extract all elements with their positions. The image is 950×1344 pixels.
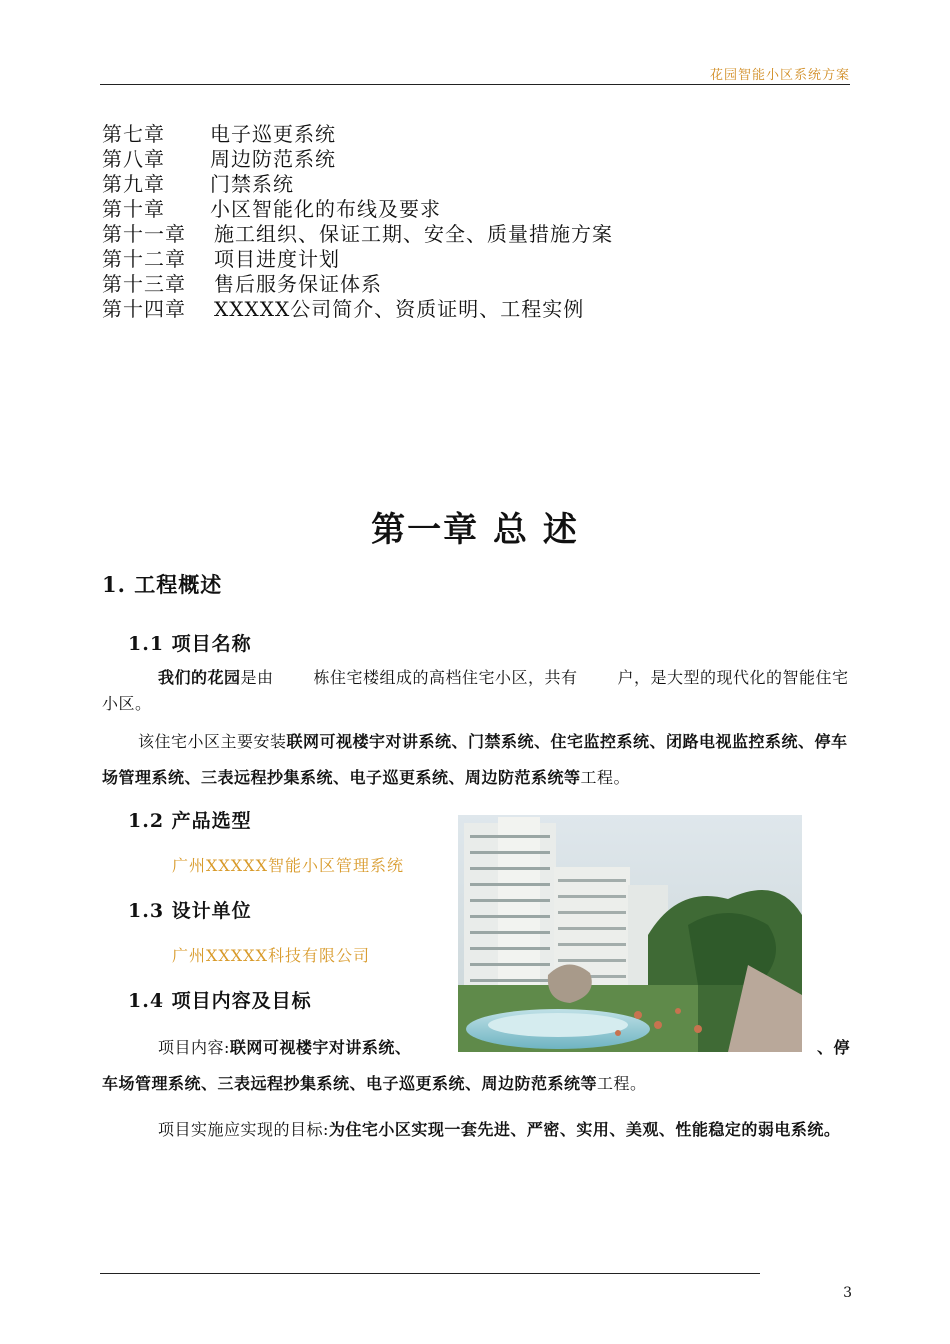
bold-text: 联网可视楼宇对讲系统、 xyxy=(229,1038,412,1057)
toc-chapter-number: 第十章 xyxy=(102,197,165,221)
toc-chapter-number: 第十四章 xyxy=(102,297,186,321)
toc-row[interactable] xyxy=(102,272,613,297)
text: 工程。 xyxy=(597,1074,647,1093)
chapter-title: 第一章 总 述 xyxy=(371,510,579,550)
bold-text: 为住宅小区实现一套先进、严密、实用、美观、性能稳定的弱电系统。 xyxy=(328,1120,841,1139)
toc-row[interactable] xyxy=(102,197,613,222)
text: 是由 xyxy=(240,668,274,687)
subsection-heading-designer: 1.3 设计单位 xyxy=(128,900,252,922)
toc-chapter-number: 第八章 xyxy=(102,147,165,171)
designer-name: 广州XXXXX科技有限公司 xyxy=(172,946,370,965)
paragraph-goal xyxy=(102,1112,850,1148)
residential-complex-photo xyxy=(458,815,802,1052)
toc-chapter-number: 第九章 xyxy=(102,172,165,196)
toc-row[interactable] xyxy=(102,122,613,147)
subsection-heading-product: 1.2 产品选型 xyxy=(128,810,252,832)
toc-chapter-title: XXXXX公司简介、资质证明、工程实例 xyxy=(214,297,585,321)
toc-row[interactable] xyxy=(102,172,613,197)
text: 该住宅小区主要安装 xyxy=(138,732,287,751)
toc-chapter-number: 第十三章 xyxy=(102,272,186,296)
subsection-heading-project-name: 1.1 项目名称 xyxy=(128,633,252,655)
text: 项目实施应实现的目标: xyxy=(158,1120,329,1139)
bold-text: 、停 xyxy=(816,1038,850,1057)
toc-chapter-title: 电子巡更系统 xyxy=(210,122,336,146)
bold-text: 联网可视楼宇对讲系统、门禁系统、住宅监控系统、闭路电视监控系统、停车场管理系统、三表远程抄集系统、电子巡更系统、周边防范系统等 xyxy=(102,732,848,787)
bold-text: 车场管理系统、三表远程抄集系统、电子巡更系统、周边防范系统等 xyxy=(102,1074,598,1093)
toc-chapter-title: 项目进度计划 xyxy=(214,247,340,271)
bold-text: 我们的花园 xyxy=(158,668,241,687)
text: 栋住宅楼组成的高档住宅小区，共有 xyxy=(313,668,578,687)
toc-chapter-number: 第十二章 xyxy=(102,247,186,271)
toc-chapter-number: 第七章 xyxy=(102,122,165,146)
toc-chapter-title: 小区智能化的布线及要求 xyxy=(210,197,441,221)
toc-row[interactable] xyxy=(102,222,613,247)
text: 户，是大型的现代化的智能住宅小区。 xyxy=(102,668,849,713)
subsection-heading-content: 1.4 项目内容及目标 xyxy=(128,990,312,1012)
toc-chapter-title: 周边防范系统 xyxy=(210,147,336,171)
page-number: 3 xyxy=(843,1285,852,1301)
toc-row[interactable] xyxy=(102,247,613,272)
product-name: 广州XXXXX智能小区管理系统 xyxy=(172,856,404,875)
running-header: 花园智能小区系统方案 xyxy=(709,68,850,83)
toc-chapter-title: 施工组织、保证工期、安全、质量措施方案 xyxy=(214,222,613,246)
toc-chapter-number: 第十一章 xyxy=(102,222,186,246)
toc-chapter-title: 售后服务保证体系 xyxy=(214,272,382,296)
table-of-contents xyxy=(102,122,613,322)
footer-rule xyxy=(100,1273,760,1274)
paragraph-project-name xyxy=(102,665,850,717)
toc-row[interactable] xyxy=(102,297,613,322)
toc-chapter-title: 门禁系统 xyxy=(210,172,294,196)
toc-row[interactable] xyxy=(102,147,613,172)
text: 项目内容: xyxy=(158,1038,230,1057)
paragraph-systems xyxy=(102,724,850,796)
header-rule xyxy=(100,84,850,85)
text: 工程。 xyxy=(580,768,631,787)
section-heading: 1. 工程概述 xyxy=(102,572,223,597)
